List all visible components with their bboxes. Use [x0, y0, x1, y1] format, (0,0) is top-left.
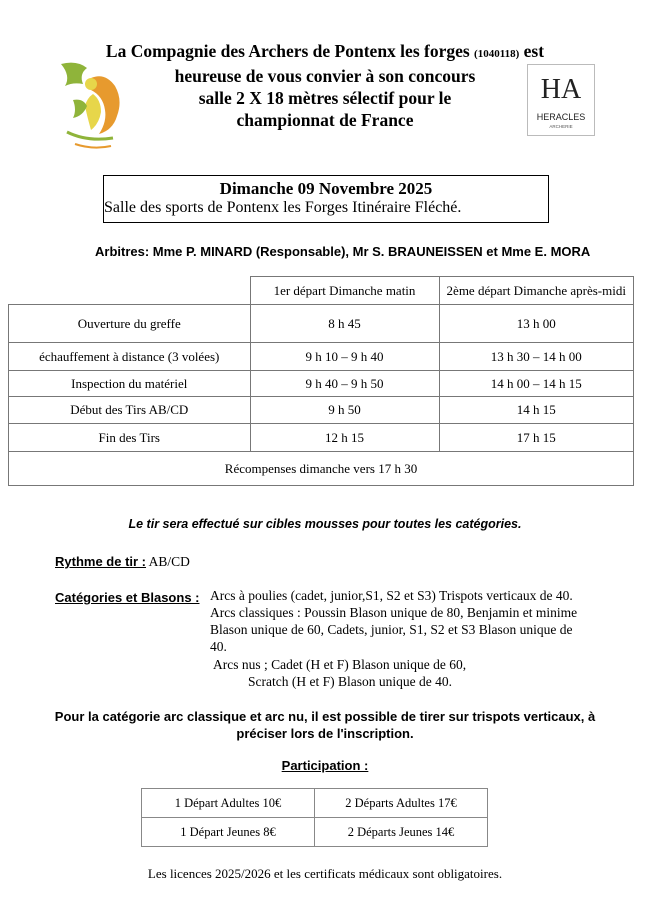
row-afternoon: 14 h 15	[439, 397, 634, 424]
row-morning: 9 h 10 – 9 h 40	[250, 343, 439, 371]
heracles-brand: HERACLES	[536, 112, 586, 122]
row-afternoon: 14 h 00 – 14 h 15	[439, 371, 634, 397]
header-line1-end: est	[523, 41, 545, 61]
row-label: échauffement à distance (3 volées)	[9, 343, 251, 371]
row-afternoon: 17 h 15	[439, 424, 634, 452]
row-label: Début des Tirs AB/CD	[9, 397, 251, 424]
fee-cell: 2 Départs Adultes 17€	[315, 789, 488, 818]
fee-cell: 2 Départs Jeunes 14€	[315, 818, 488, 847]
row-morning: 8 h 45	[250, 305, 439, 343]
row-label: Inspection du matériel	[9, 371, 251, 397]
table-row	[9, 343, 634, 371]
fee-cell: 1 Départ Adultes 10€	[142, 789, 315, 818]
schedule-table	[8, 276, 634, 486]
categories-label: Catégories et Blasons :	[55, 590, 200, 605]
fee-cell: 1 Départ Jeunes 8€	[142, 818, 315, 847]
fees-row	[142, 818, 488, 847]
awards-cell: Récompenses dimanche vers 17 h 30	[9, 452, 634, 486]
fees-row	[142, 789, 488, 818]
event-venue: Salle des sports de Pontenx les Forges Itinéraire Fléché.	[104, 199, 462, 216]
targets-note: Le tir sera effectué sur cibles mousses pour toutes les catégories.	[128, 517, 522, 531]
fees-table	[141, 788, 488, 847]
categories-text: Arcs à poulies (cadet, junior,S1, S2 et S3) Trispots verticaux de 40. Arcs classiques : Poussin Blason unique de 80, Benjamin et minime Blason unique de 60, Cadets, junior, S1, S2 et S3 Blason unique de 40.	[210, 588, 578, 654]
participation-title-wrap	[0, 757, 650, 775]
row-afternoon: 13 h 30 – 14 h 00	[439, 343, 634, 371]
header-line2: heureuse de vous convier à son concours	[174, 66, 476, 86]
table-row	[9, 424, 634, 452]
table-header-row	[9, 277, 634, 305]
footer-note: Les licences 2025/2026 et les certificats médicaux sont obligatoires.	[147, 866, 503, 881]
header-title	[60, 40, 590, 131]
row-label: Fin des Tirs	[9, 424, 251, 452]
rythme-label: Rythme de tir :	[55, 554, 147, 569]
heracles-sub: ARCHERIE	[549, 124, 573, 129]
rythme-line	[55, 554, 190, 570]
club-logo	[57, 60, 129, 152]
event-date: Dimanche 09 Novembre 2025	[219, 179, 433, 198]
table-row	[9, 371, 634, 397]
header-line1-main: La Compagnie des Archers de Pontenx les forges	[105, 41, 470, 61]
awards-row	[9, 452, 634, 486]
header-afternoon: 2ème départ Dimanche après-midi	[439, 277, 634, 305]
row-afternoon: 13 h 00	[439, 305, 634, 343]
header-morning: 1er départ Dimanche matin	[250, 277, 439, 305]
rythme-value: AB/CD	[148, 554, 190, 569]
row-morning: 12 h 15	[250, 424, 439, 452]
table-row	[9, 397, 634, 424]
heracles-logo	[527, 64, 595, 136]
header-line3: salle 2 X 18 mètres sélectif pour le	[198, 88, 452, 108]
empty-corner-cell	[9, 277, 251, 305]
trispot-notice: Pour la catégorie arc classique et arc nu, il est possible de tirer sur trispots verticaux, à préciser lors de l'inscription.	[54, 709, 596, 741]
heracles-mark: HA	[540, 74, 582, 105]
table-row	[9, 305, 634, 343]
club-code: (1040118)	[474, 48, 520, 60]
row-label: Ouverture du greffe	[9, 305, 251, 343]
row-morning: 9 h 40 – 9 h 50	[250, 371, 439, 397]
referees: Arbitres: Mme P. MINARD (Responsable), Mr S. BRAUNEISSEN et Mme E. MORA	[95, 244, 591, 259]
participation-title: Participation :	[281, 758, 369, 773]
categories-scratch: Scratch (H et F) Blason unique de 40.	[248, 674, 452, 689]
row-morning: 9 h 50	[250, 397, 439, 424]
categories-barebow: Arcs nus ; Cadet (H et F) Blason unique de 60,	[213, 657, 467, 672]
event-box	[103, 175, 549, 223]
header-line4: championnat de France	[236, 110, 414, 130]
